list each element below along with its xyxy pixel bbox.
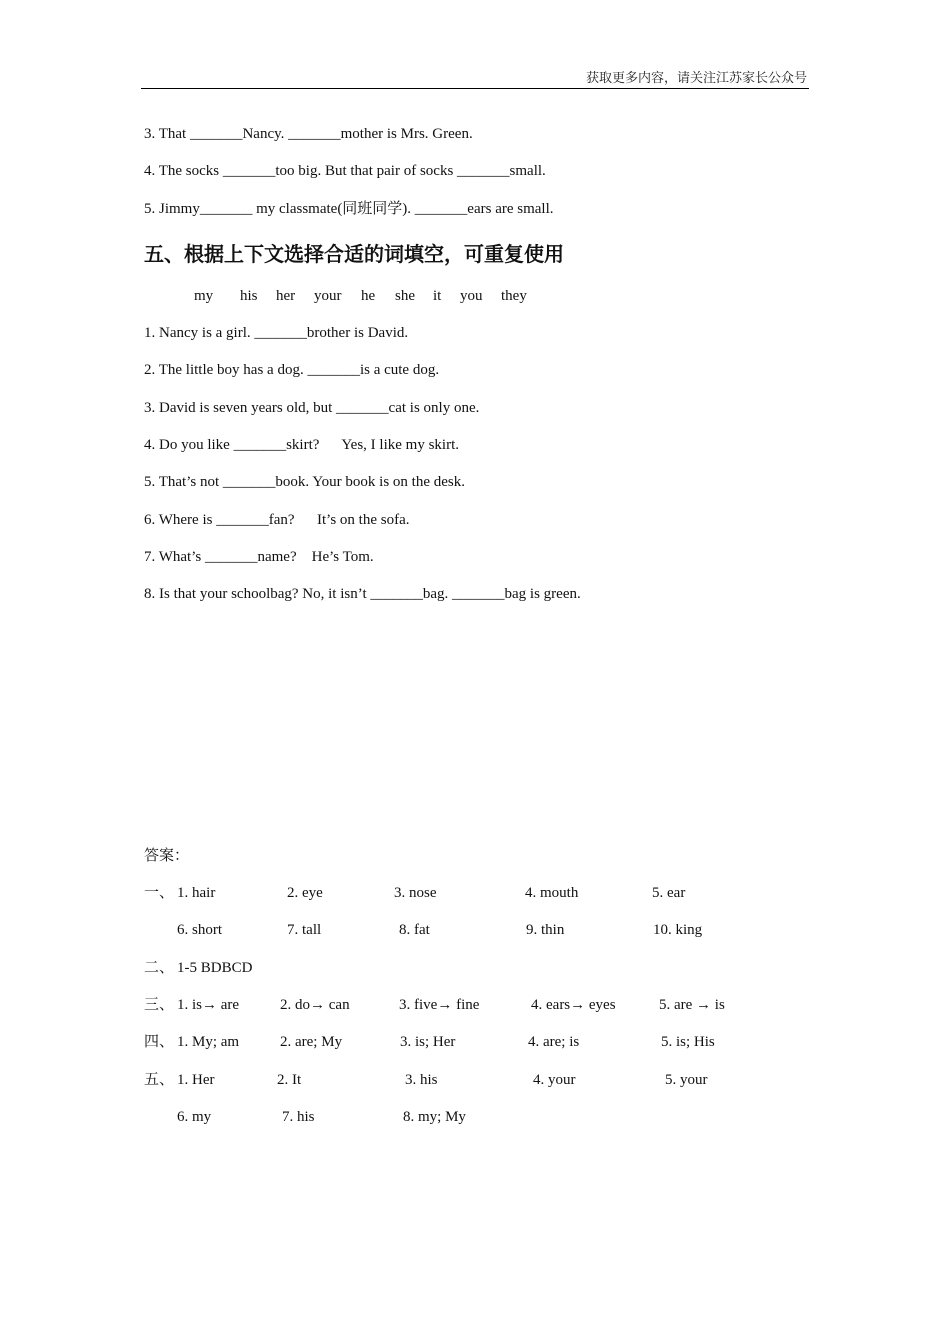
answer-row-label: 二、 bbox=[144, 960, 175, 976]
answer-item: 1. is→ are bbox=[177, 997, 240, 1013]
header-divider bbox=[141, 88, 809, 89]
word-bank-item: you bbox=[460, 288, 483, 304]
answer-item: 5. ear bbox=[652, 885, 686, 901]
section5-question-8: 8. Is that your schoolbag? No, it isn’t _______bag. _______bag is green. bbox=[144, 586, 581, 602]
answer-item: 1. Her bbox=[177, 1072, 215, 1088]
answer-item: 4. are; is bbox=[528, 1034, 580, 1050]
word-bank-item: your bbox=[314, 288, 342, 304]
answer-item: 5. is; His bbox=[661, 1034, 715, 1050]
answer-item: 2. do→ can bbox=[280, 997, 350, 1013]
word-bank-item: they bbox=[501, 288, 527, 304]
answer-item: 4. your bbox=[533, 1072, 576, 1088]
answer-item: 1-5 BDBCD bbox=[177, 960, 253, 976]
answer-item: 6. short bbox=[177, 922, 222, 938]
answer-item: 3. his bbox=[405, 1072, 438, 1088]
section5-question-6: 6. Where is _______fan? It’s on the sofa. bbox=[144, 512, 410, 528]
answer-item: 8. fat bbox=[399, 922, 430, 938]
answer-item: 2. It bbox=[277, 1072, 302, 1088]
word-bank-item: her bbox=[276, 288, 296, 304]
word-bank-item: it bbox=[433, 288, 442, 304]
part4-question-5: 5. Jimmy_______ my classmate(同班同学). _______ears are small. bbox=[144, 201, 554, 217]
section5-question-1: 1. Nancy is a girl. _______brother is David. bbox=[144, 325, 409, 341]
answer-row-label: 四、 bbox=[144, 1034, 175, 1050]
answer-item: 1. My; am bbox=[177, 1034, 240, 1050]
word-bank-item: his bbox=[240, 288, 258, 304]
answers-title: 答案： bbox=[144, 848, 190, 864]
answer-item: 3. five→ fine bbox=[399, 997, 480, 1013]
answer-item: 2. are; My bbox=[280, 1034, 343, 1050]
section5-question-3: 3. David is seven years old, but _______cat is only one. bbox=[144, 400, 480, 416]
answer-item: 4. ears→ eyes bbox=[531, 997, 616, 1013]
answer-row-label: 三、 bbox=[144, 997, 175, 1013]
answer-item: 2. eye bbox=[287, 885, 323, 901]
answer-row-label: 五、 bbox=[144, 1072, 175, 1088]
answer-item: 5. are → is bbox=[659, 997, 725, 1013]
answer-item: 7. tall bbox=[287, 922, 322, 938]
answer-item: 5. your bbox=[665, 1072, 708, 1088]
answer-item: 3. is; Her bbox=[400, 1034, 456, 1050]
answer-item: 4. mouth bbox=[525, 885, 579, 901]
answer-item: 3. nose bbox=[394, 885, 437, 901]
section5-question-2: 2. The little boy has a dog. _______is a cute dog. bbox=[144, 362, 440, 378]
part4-question-4: 4. The socks _______too big. But that pair of socks _______small. bbox=[144, 163, 546, 179]
answer-item: 6. my bbox=[177, 1109, 212, 1125]
answer-item: 10. king bbox=[653, 922, 703, 938]
answer-row-label: 一、 bbox=[144, 885, 175, 901]
answer-item: 7. his bbox=[282, 1109, 315, 1125]
word-bank-item: she bbox=[395, 288, 415, 304]
word-bank-item: my bbox=[194, 288, 214, 304]
section5-question-7: 7. What’s _______name? He’s Tom. bbox=[144, 549, 374, 565]
section5-question-4: 4. Do you like _______skirt? Yes, I like my skirt. bbox=[144, 437, 459, 453]
section5-question-5: 5. That’s not _______book. Your book is on the desk. bbox=[144, 474, 465, 490]
section5-title: 五、根据上下文选择合适的词填空，可重复使用 bbox=[144, 242, 564, 266]
word-bank-item: he bbox=[361, 288, 376, 304]
part4-question-3: 3. That _______Nancy. _______mother is Mrs. Green. bbox=[144, 126, 473, 142]
page-header-text: 获取更多内容，请关注江苏家长公众号 bbox=[585, 70, 807, 85]
answer-item: 1. hair bbox=[177, 885, 216, 901]
answer-item: 8. my; My bbox=[403, 1109, 466, 1125]
answer-item: 9. thin bbox=[526, 922, 565, 938]
